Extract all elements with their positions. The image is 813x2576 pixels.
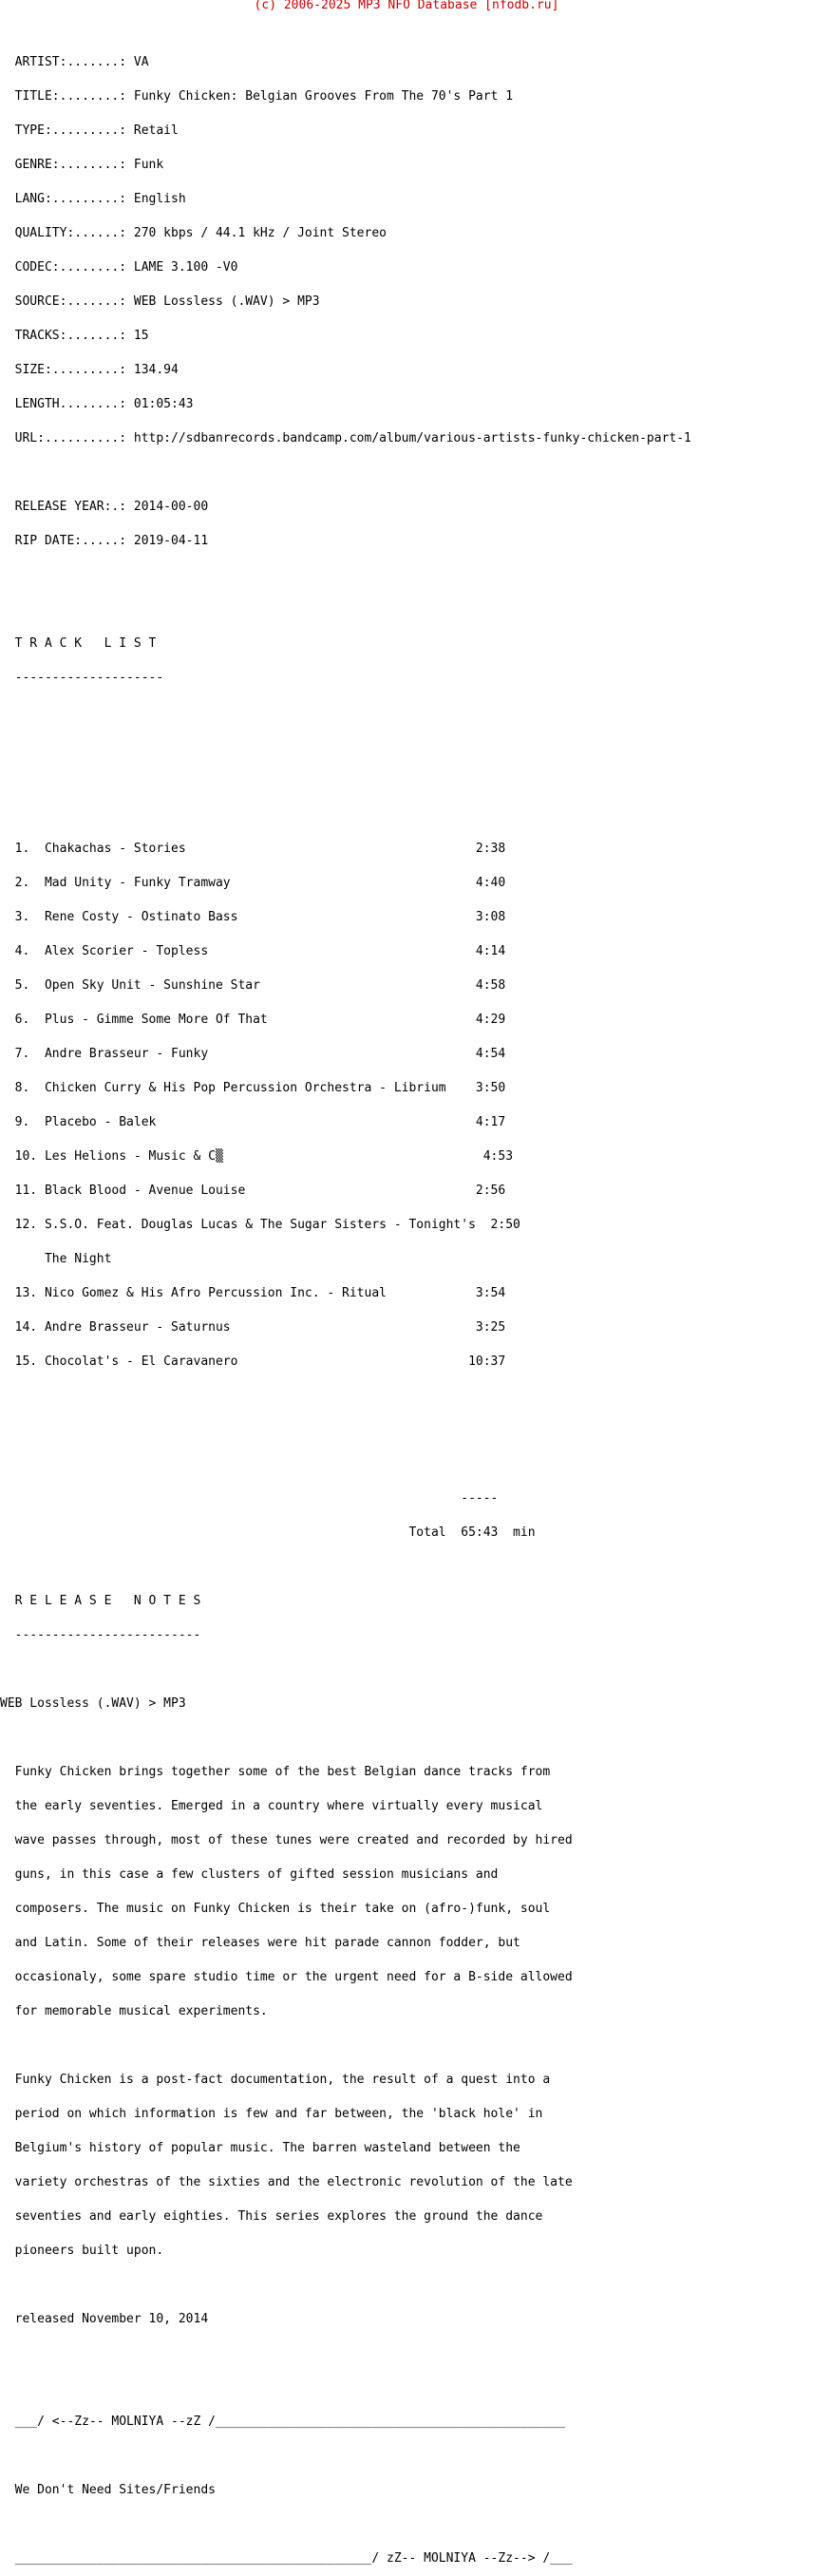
field-source: SOURCE:.......: WEB Lossless (.WAV) > MP3 [0, 294, 320, 309]
field-size: SIZE:.........: 134.94 [0, 363, 179, 377]
field-type: TYPE:.........: Retail [0, 123, 179, 138]
tracklist-rule: -------------------- [0, 671, 164, 685]
track-row: 9. Placebo - Balek 4:17 [0, 1115, 506, 1129]
notes-paragraph-2-line: variety orchestras of the sixties and the electronic revolution of the late [0, 2175, 573, 2189]
track-row: 11. Black Blood - Avenue Louise 2:56 [0, 1184, 506, 1198]
total-rule: ----- [0, 1491, 499, 1506]
track-row: 8. Chicken Curry & His Pop Percussion Orchestra - Librium 3:50 [0, 1081, 506, 1095]
notes-paragraph-1-line: guns, in this case a few clusters of gifted session musicians and [0, 1867, 499, 1882]
field-lang: LANG:.........: English [0, 192, 186, 206]
notes-paragraph-1-line: composers. The music on Funky Chicken is their take on (afro-)funk, soul [0, 1902, 551, 1916]
field-codec: CODEC:........: LAME 3.100 -V0 [0, 260, 238, 275]
notes-paragraph-2-line: seventies and early eighties. This series explores the ground the dance [0, 2209, 543, 2224]
notes-heading: R E L E A S E N O T E S [0, 1594, 201, 1608]
track-row: 14. Andre Brasseur - Saturnus 3:25 [0, 1320, 506, 1335]
field-artist: ARTIST:.......: VA [0, 55, 149, 69]
track-row: 7. Andre Brasseur - Funky 4:54 [0, 1047, 506, 1061]
notes-paragraph-1-line: occasionaly, some spare studio time or the urgent need for a B-side allowed [0, 1970, 573, 1984]
nfo-document [0, 34, 813, 2576]
notes-paragraph-2-line: period on which information is few and far between, the 'black hole' in [0, 2107, 543, 2121]
notes-paragraph-1-line: wave passes through, most of these tunes were created and recorded by hired [0, 1833, 573, 1847]
field-release-year: RELEASE YEAR:.: 2014-00-00 [0, 500, 209, 514]
total-length: Total 65:43 min [0, 1525, 536, 1540]
field-title: TITLE:........: Funky Chicken: Belgian Grooves From The 70's Part 1 [0, 89, 514, 104]
field-length: LENGTH........: 01:05:43 [0, 397, 194, 411]
notes-paragraph-1-line: and Latin. Some of their releases were hit parade cannon fodder, but [0, 1936, 520, 1950]
notes-paragraph-2-line: Belgium's history of popular music. The barren wasteland between the [0, 2141, 520, 2155]
released-date: released November 10, 2014 [0, 2312, 209, 2326]
track-row: 12. S.S.O. Feat. Douglas Lucas & The Sugar Sisters - Tonight's 2:50 [0, 1218, 520, 1232]
notes-rule: ------------------------- [0, 1628, 201, 1642]
field-quality: QUALITY:......: 270 kbps / 44.1 kHz / Joint Stereo [0, 226, 387, 240]
track-row: 13. Nico Gomez & His Afro Percussion Inc. - Ritual 3:54 [0, 1286, 506, 1300]
field-genre: GENRE:........: Funk [0, 158, 164, 172]
track-row-continued: The Night [0, 1252, 112, 1266]
nfodb-header: (c) 2006-2025 MP3 NFO Database [nfodb.ru] [254, 0, 559, 12]
notes-paragraph-1-line: the early seventies. Emerged in a country where virtually every musical [0, 1799, 543, 1813]
track-row: 1. Chakachas - Stories 2:38 [0, 842, 506, 856]
track-row: 2. Mad Unity - Funky Tramway 4:40 [0, 876, 506, 890]
notes-paragraph-1-line: for memorable musical experiments. [0, 2004, 268, 2018]
tracklist-heading: T R A C K L I S T [0, 636, 157, 651]
track-row: 4. Alex Scorier - Topless 4:14 [0, 944, 506, 958]
footer-tagline: We Don't Need Sites/Friends [0, 2483, 216, 2497]
field-tracks: TRACKS:.......: 15 [0, 329, 149, 343]
footer-bottom-banner: ________________________________________________/ zZ-- MOLNIYA --Zz--> /___ [0, 2551, 573, 2566]
track-row: 15. Chocolat's - El Caravanero 10:37 [0, 1354, 506, 1369]
track-row: 3. Rene Costy - Ostinato Bass 3:08 [0, 910, 506, 924]
field-url: URL:..........: http://sdbanrecords.bandcamp.com/album/various-artists-funky-chicken-part-1 [0, 431, 691, 445]
field-rip-date: RIP DATE:.....: 2019-04-11 [0, 534, 209, 548]
track-row: 5. Open Sky Unit - Sunshine Star 4:58 [0, 978, 506, 993]
track-row: 6. Plus - Gimme Some More Of That 4:29 [0, 1013, 506, 1027]
notes-paragraph-2-line: pioneers built upon. [0, 2244, 164, 2258]
footer-top-banner: ___/ <--Zz-- MOLNIYA --zZ /_______________________________________________ [0, 2415, 565, 2429]
notes-source: WEB Lossless (.WAV) > MP3 [0, 1696, 186, 1711]
track-row: 10. Les Helions - Music & C▒ 4:53 [0, 1149, 514, 1164]
notes-paragraph-2-line: Funky Chicken is a post-fact documentation, the result of a quest into a [0, 2073, 551, 2087]
notes-paragraph-1-line: Funky Chicken brings together some of the best Belgian dance tracks from [0, 1765, 551, 1779]
